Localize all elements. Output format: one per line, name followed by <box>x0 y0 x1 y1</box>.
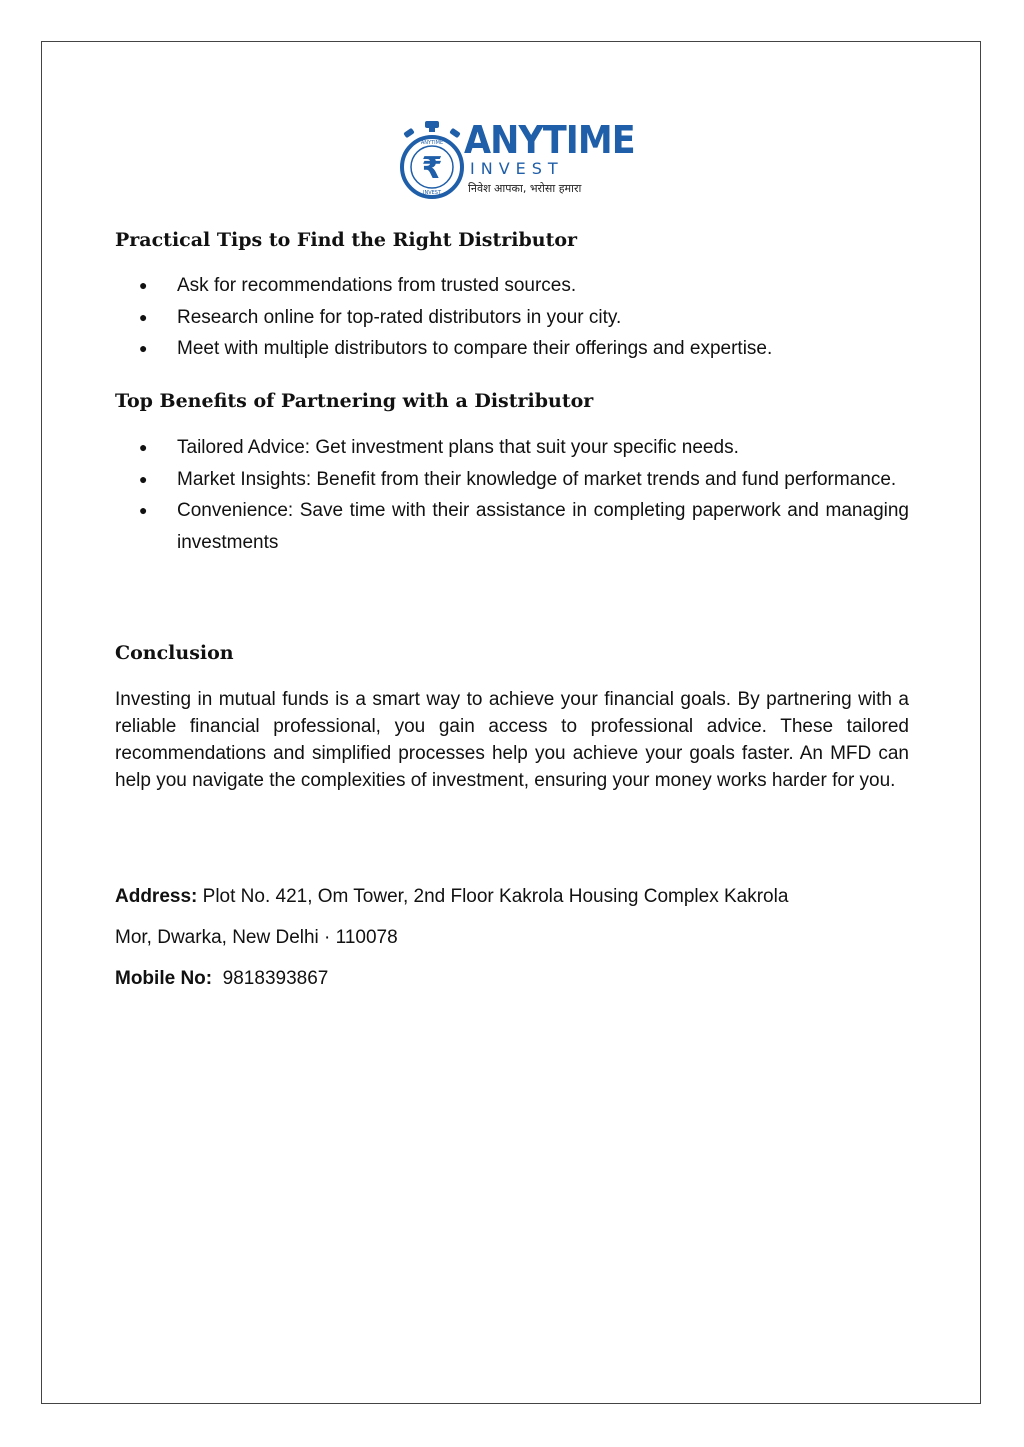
heading-top-benefits: Top Benefits of Partnering with a Distributor <box>115 390 594 412</box>
logo-wordmark-anytime: ANYTIME <box>464 118 635 162</box>
conclusion-paragraph: Investing in mutual funds is a smart way to achieve your financial goals. By partnering with a reliable financial professional, you gain access to professional advice. These tailored recommendations and simplified processes help you achieve your goals faster. An MFD can help you navigate the complexities of investment, ensuring your money works harder for you. <box>115 689 909 791</box>
mobile-number: 9818393867 <box>222 968 329 989</box>
list-item <box>139 302 909 334</box>
list-item <box>139 333 909 365</box>
bullet-icon: ● <box>139 340 148 356</box>
ring-text-top: ANYTIME <box>420 140 444 146</box>
tips-list <box>139 270 909 365</box>
bullet-icon: ● <box>139 439 148 455</box>
list-item-text: Market Insights: Benefit from their knowledge of market trends and fund performance. <box>177 468 897 490</box>
list-item-text: Meet with multiple distributors to compare their offerings and expertise. <box>177 338 773 359</box>
list-item <box>139 464 909 496</box>
mobile-label: Mobile No: <box>115 968 213 989</box>
address-line-2: Mor, Dwarka, New Delhi · 110078 <box>115 927 398 948</box>
list-item-text: Tailored Advice: Get investment plans that suit your specific needs. <box>177 437 739 458</box>
bullet-icon: ● <box>139 470 148 487</box>
list-item <box>139 432 909 464</box>
list-item-text: Convenience: Save time with their assistance in completing paperwork and managing investments <box>177 500 909 553</box>
rupee-symbol: ₹ <box>421 151 443 186</box>
logo-tagline: निवेश आपका, भरोसा हमारा <box>468 182 582 195</box>
list-item <box>139 495 909 558</box>
bullet-icon: ● <box>139 277 148 293</box>
mobile-line <box>115 967 328 991</box>
address-line-1 <box>115 885 788 909</box>
list-item-text: Research online for top-rated distributors in your city. <box>177 306 622 328</box>
bullet-icon: ● <box>139 502 148 518</box>
heading-practical-tips: Practical Tips to Find the Right Distributor <box>115 229 578 251</box>
anytime-invest-logo <box>400 118 635 208</box>
logo-wordmark-invest: INVEST <box>470 159 564 178</box>
address-label: Address: <box>115 886 198 907</box>
bullet-icon: ● <box>139 308 148 325</box>
ring-text-bottom: INVEST <box>422 190 442 196</box>
stopwatch-rupee-icon <box>400 118 466 208</box>
address-value-line1: Plot No. 421, Om Tower, 2nd Floor Kakrola Housing Complex Kakrola <box>202 886 789 907</box>
heading-conclusion: Conclusion <box>115 642 234 664</box>
list-item-text: Ask for recommendations from trusted sources. <box>177 275 577 296</box>
benefits-list <box>139 432 909 558</box>
list-item <box>139 270 909 302</box>
